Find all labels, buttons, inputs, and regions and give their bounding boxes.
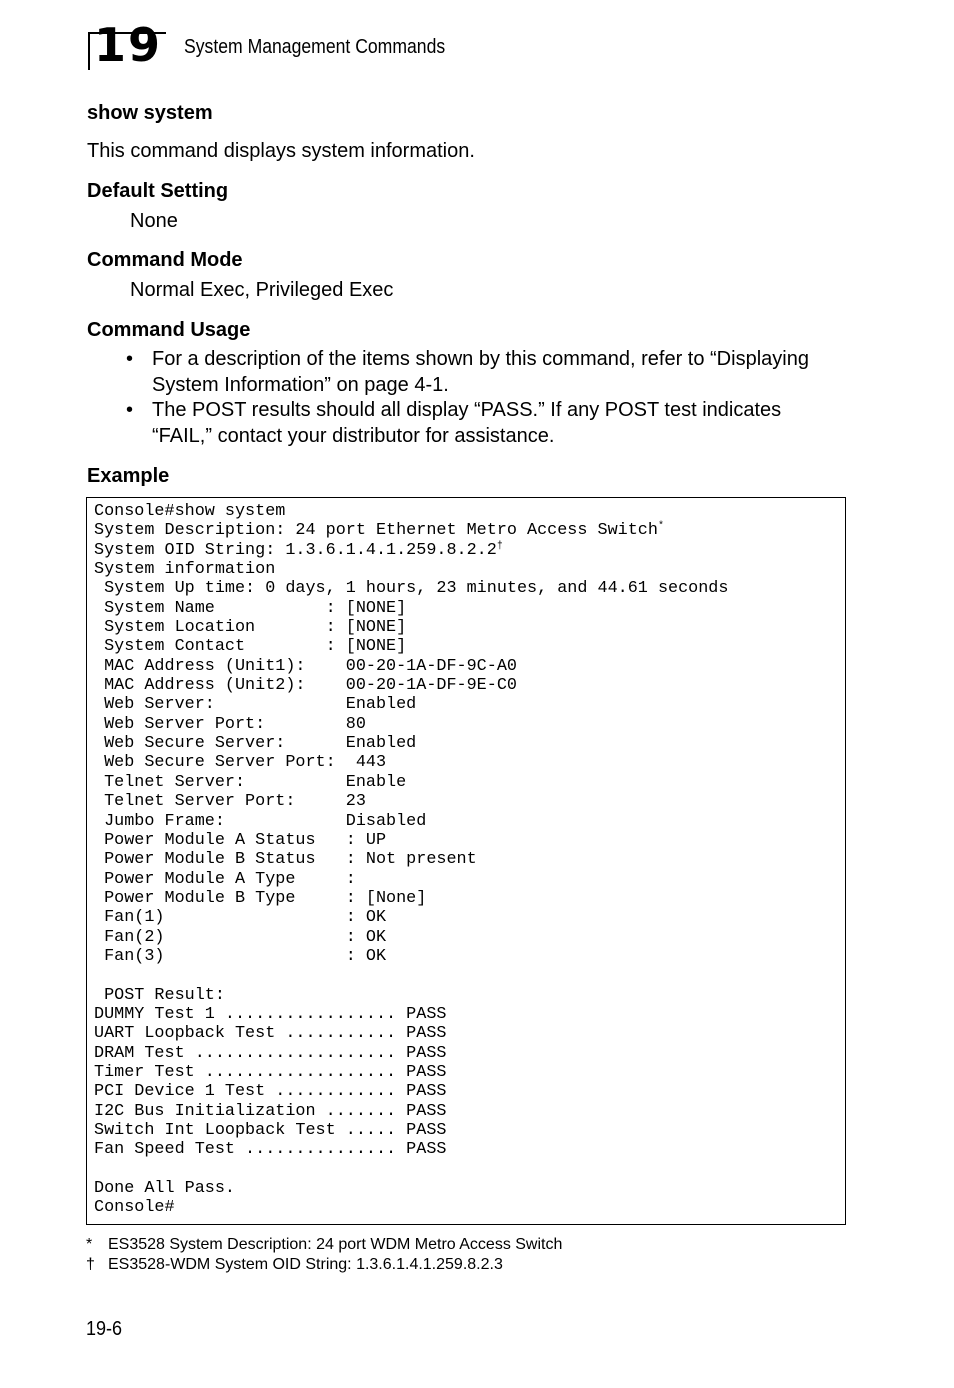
console-line: Jumbo Frame: Disabled	[94, 811, 427, 831]
console-line: UART Loopback Test ........... PASS	[94, 1024, 447, 1044]
bullet-icon: •	[126, 348, 134, 370]
command-description: This command displays system information.	[87, 140, 475, 162]
console-line: System Up time: 0 days, 1 hours, 23 minutes, and 44.61 seconds	[94, 579, 729, 599]
footnote-text: ES3528-WDM System OID String: 1.3.6.1.4.1.259.8.2.3	[108, 1256, 503, 1273]
console-line: Fan(2) : OK	[94, 927, 387, 947]
bullet-text-line: “FAIL,” contact your distributor for assistance.	[152, 424, 555, 447]
console-line: Console#show system	[94, 502, 286, 521]
console-line: DUMMY Test 1 ................. PASS	[94, 1004, 447, 1024]
bullet-text-line: The POST results should all display “PASS.” If any POST test indicates	[152, 399, 782, 421]
footnote-oid	[86, 1256, 503, 1274]
default-setting-heading: Default Setting	[87, 180, 229, 202]
console-line: Power Module B Type : [None]	[94, 888, 427, 908]
list-item	[126, 398, 856, 449]
console-line: Fan(3) : OK	[94, 946, 387, 966]
console-line: System Description: 24 port Ethernet Metro Access Switch	[94, 521, 658, 541]
console-line: DRAM Test .................... PASS	[94, 1043, 447, 1063]
console-line: MAC Address (Unit1): 00-20-1A-DF-9C-A0	[94, 656, 517, 676]
console-line: System information	[94, 560, 276, 580]
command-usage-list	[126, 347, 856, 449]
console-line: Web Secure Server Port: 443	[94, 753, 387, 773]
console-line: PCI Device 1 Test ............ PASS	[94, 1082, 447, 1102]
list-item	[126, 347, 856, 398]
console-line: System OID String: 1.3.6.1.4.1.259.8.2.2	[94, 540, 497, 560]
bullet-icon: •	[126, 399, 134, 421]
footnote-mark: *	[86, 1236, 93, 1253]
console-line: POST Result:	[94, 985, 225, 1005]
console-line: Web Secure Server: Enabled	[94, 734, 417, 754]
console-line: Power Module B Status : Not present	[94, 850, 477, 870]
console-line: Telnet Server Port: 23	[94, 792, 366, 812]
default-setting-value: None	[130, 210, 178, 232]
footnote-mark: †	[86, 1256, 95, 1273]
footnote-description	[86, 1236, 562, 1254]
console-line: System Location : [NONE]	[94, 618, 407, 638]
footnote-reference: *	[657, 521, 664, 533]
running-title: System Management Commands	[184, 36, 446, 58]
console-line: Telnet Server: Enable	[94, 772, 407, 792]
bullet-text-line: For a description of the items shown by this command, refer to “Displaying	[152, 348, 809, 370]
command-heading: show system	[87, 102, 213, 124]
console-line: Done All Pass.	[94, 1179, 235, 1199]
example-heading: Example	[87, 465, 170, 487]
console-line: Fan Speed Test ............... PASS	[94, 1140, 447, 1160]
console-line: Timer Test ................... PASS	[94, 1062, 447, 1082]
console-line: Web Server: Enabled	[94, 695, 417, 715]
console-line: System Name : [NONE]	[94, 598, 407, 618]
footnote-text: ES3528 System Description: 24 port WDM Metro Access Switch	[108, 1236, 563, 1253]
command-mode-heading: Command Mode	[87, 249, 243, 271]
console-line: MAC Address (Unit2): 00-20-1A-DF-9E-C0	[94, 676, 517, 696]
bullet-text-line: System Information” on page 4-1.	[152, 373, 449, 396]
page-number: 19-6	[86, 1318, 123, 1340]
command-usage-heading: Command Usage	[87, 319, 251, 341]
console-line: System Contact : [NONE]	[94, 637, 407, 657]
console-line: Fan(1) : OK	[94, 908, 387, 928]
footnote-reference: †	[496, 540, 503, 552]
chapter-number: 19	[94, 18, 163, 72]
console-line: I2C Bus Initialization ....... PASS	[94, 1101, 447, 1121]
console-output	[94, 502, 728, 1218]
console-line: Switch Int Loopback Test ..... PASS	[94, 1121, 447, 1140]
console-line: Power Module A Type :	[94, 869, 356, 889]
command-mode-value: Normal Exec, Privileged Exec	[130, 279, 394, 301]
console-line: Power Module A Status : UP	[94, 830, 387, 850]
console-line: Web Server Port: 80	[94, 714, 366, 734]
console-line: Console#	[94, 1198, 175, 1218]
